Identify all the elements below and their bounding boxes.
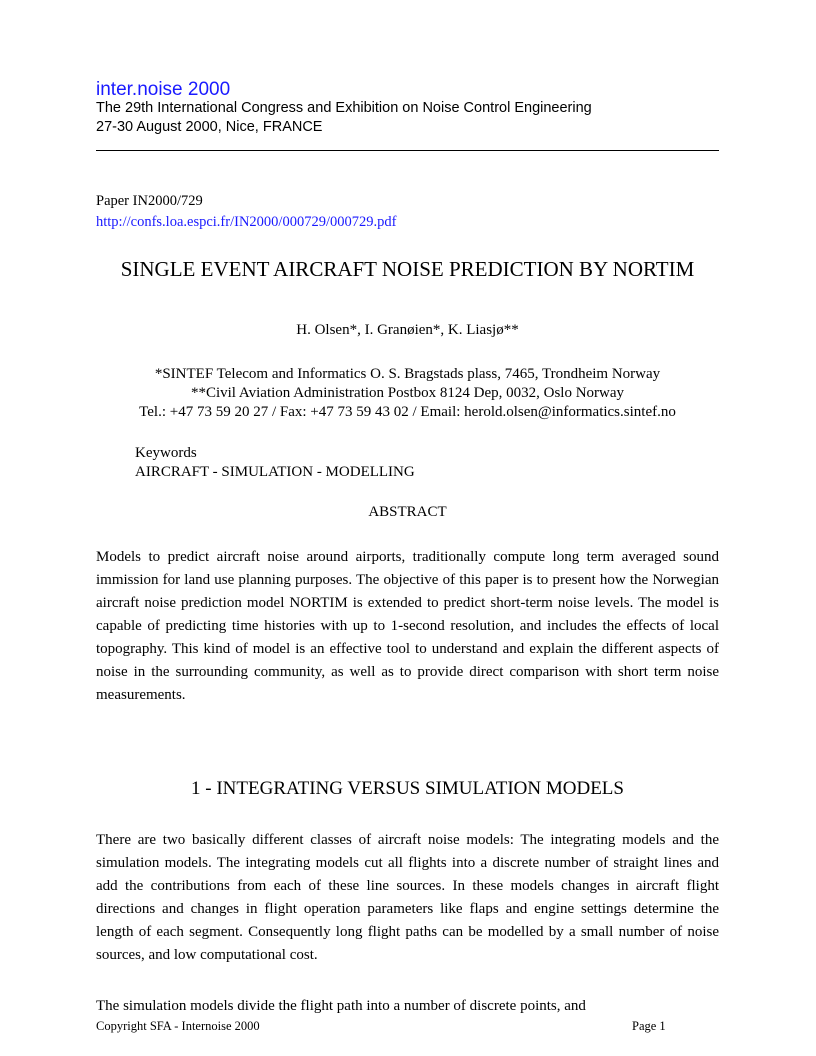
header-divider (96, 150, 719, 151)
contact-info: Tel.: +47 73 59 20 27 / Fax: +47 73 59 43 02 / Email: herold.olsen@informatics.sintef.no (139, 404, 676, 420)
abstract-heading: ABSTRACT (368, 504, 447, 520)
keywords-label: Keywords (135, 445, 197, 461)
keywords-text: AIRCRAFT - SIMULATION - MODELLING (135, 464, 415, 480)
paper-id: Paper IN2000/729 (96, 193, 203, 209)
abstract-paragraph: Models to predict aircraft noise around airports, traditionally compute long term averaged sound immission for land use planning purposes. The objective of this paper is to present how the Norwegian aircraft noise prediction model NORTIM is extended to predict short-term noise levels. The model is capable of predicting time histories with up to 1-second resolution, and includes the effects of local topography. This kind of model is an effective tool to understand and explain the different aspects of noise in the surrounding community, as well as to provide direct comparison with short term noise measurements. (96, 549, 719, 703)
section-paragraph-continued: The simulation models divide the flight path into a number of discrete points, and (96, 998, 586, 1014)
affiliation-sintef: *SINTEF Telecom and Informatics O. S. Bragstads plass, 7465, Trondheim Norway (154, 366, 661, 382)
paper-title: SINGLE EVENT AIRCRAFT NOISE PREDICTION BY NORTIM (120, 257, 695, 281)
authors: H. Olsen*, I. Granøien*, K. Liasjø** (296, 322, 519, 338)
conference-full-title: The 29th International Congress and Exhibition on Noise Control Engineering (96, 100, 592, 116)
affiliation-caa: **Civil Aviation Administration Postbox 8124 Dep, 0032, Oslo Norway (190, 385, 625, 401)
footer-copyright: Copyright SFA - Internoise 2000 (96, 1019, 260, 1033)
paper-url-link[interactable]: http://confs.loa.espci.fr/IN2000/000729/000729.pdf (96, 214, 397, 230)
section-paragraph: There are two basically different classes of aircraft noise models: The integrating models and the simulation models. The integrating models cut all flights into a discrete number of straight lines and add the contributions from each of these line sources. In these models changes in aircraft flight directions and changes in flight operation parameters like flaps and engine settings determine the length of each segment. Consequently long flight paths can be modelled by a small number of noise sources, and low computational cost. (96, 832, 719, 963)
section-heading: 1 - INTEGRATING VERSUS SIMULATION MODELS (191, 778, 624, 799)
footer-page-number: Page 1 (632, 1019, 666, 1033)
conference-dates-location: 27-30 August 2000, Nice, FRANCE (96, 119, 323, 135)
conference-name: inter.noise 2000 (96, 79, 231, 100)
